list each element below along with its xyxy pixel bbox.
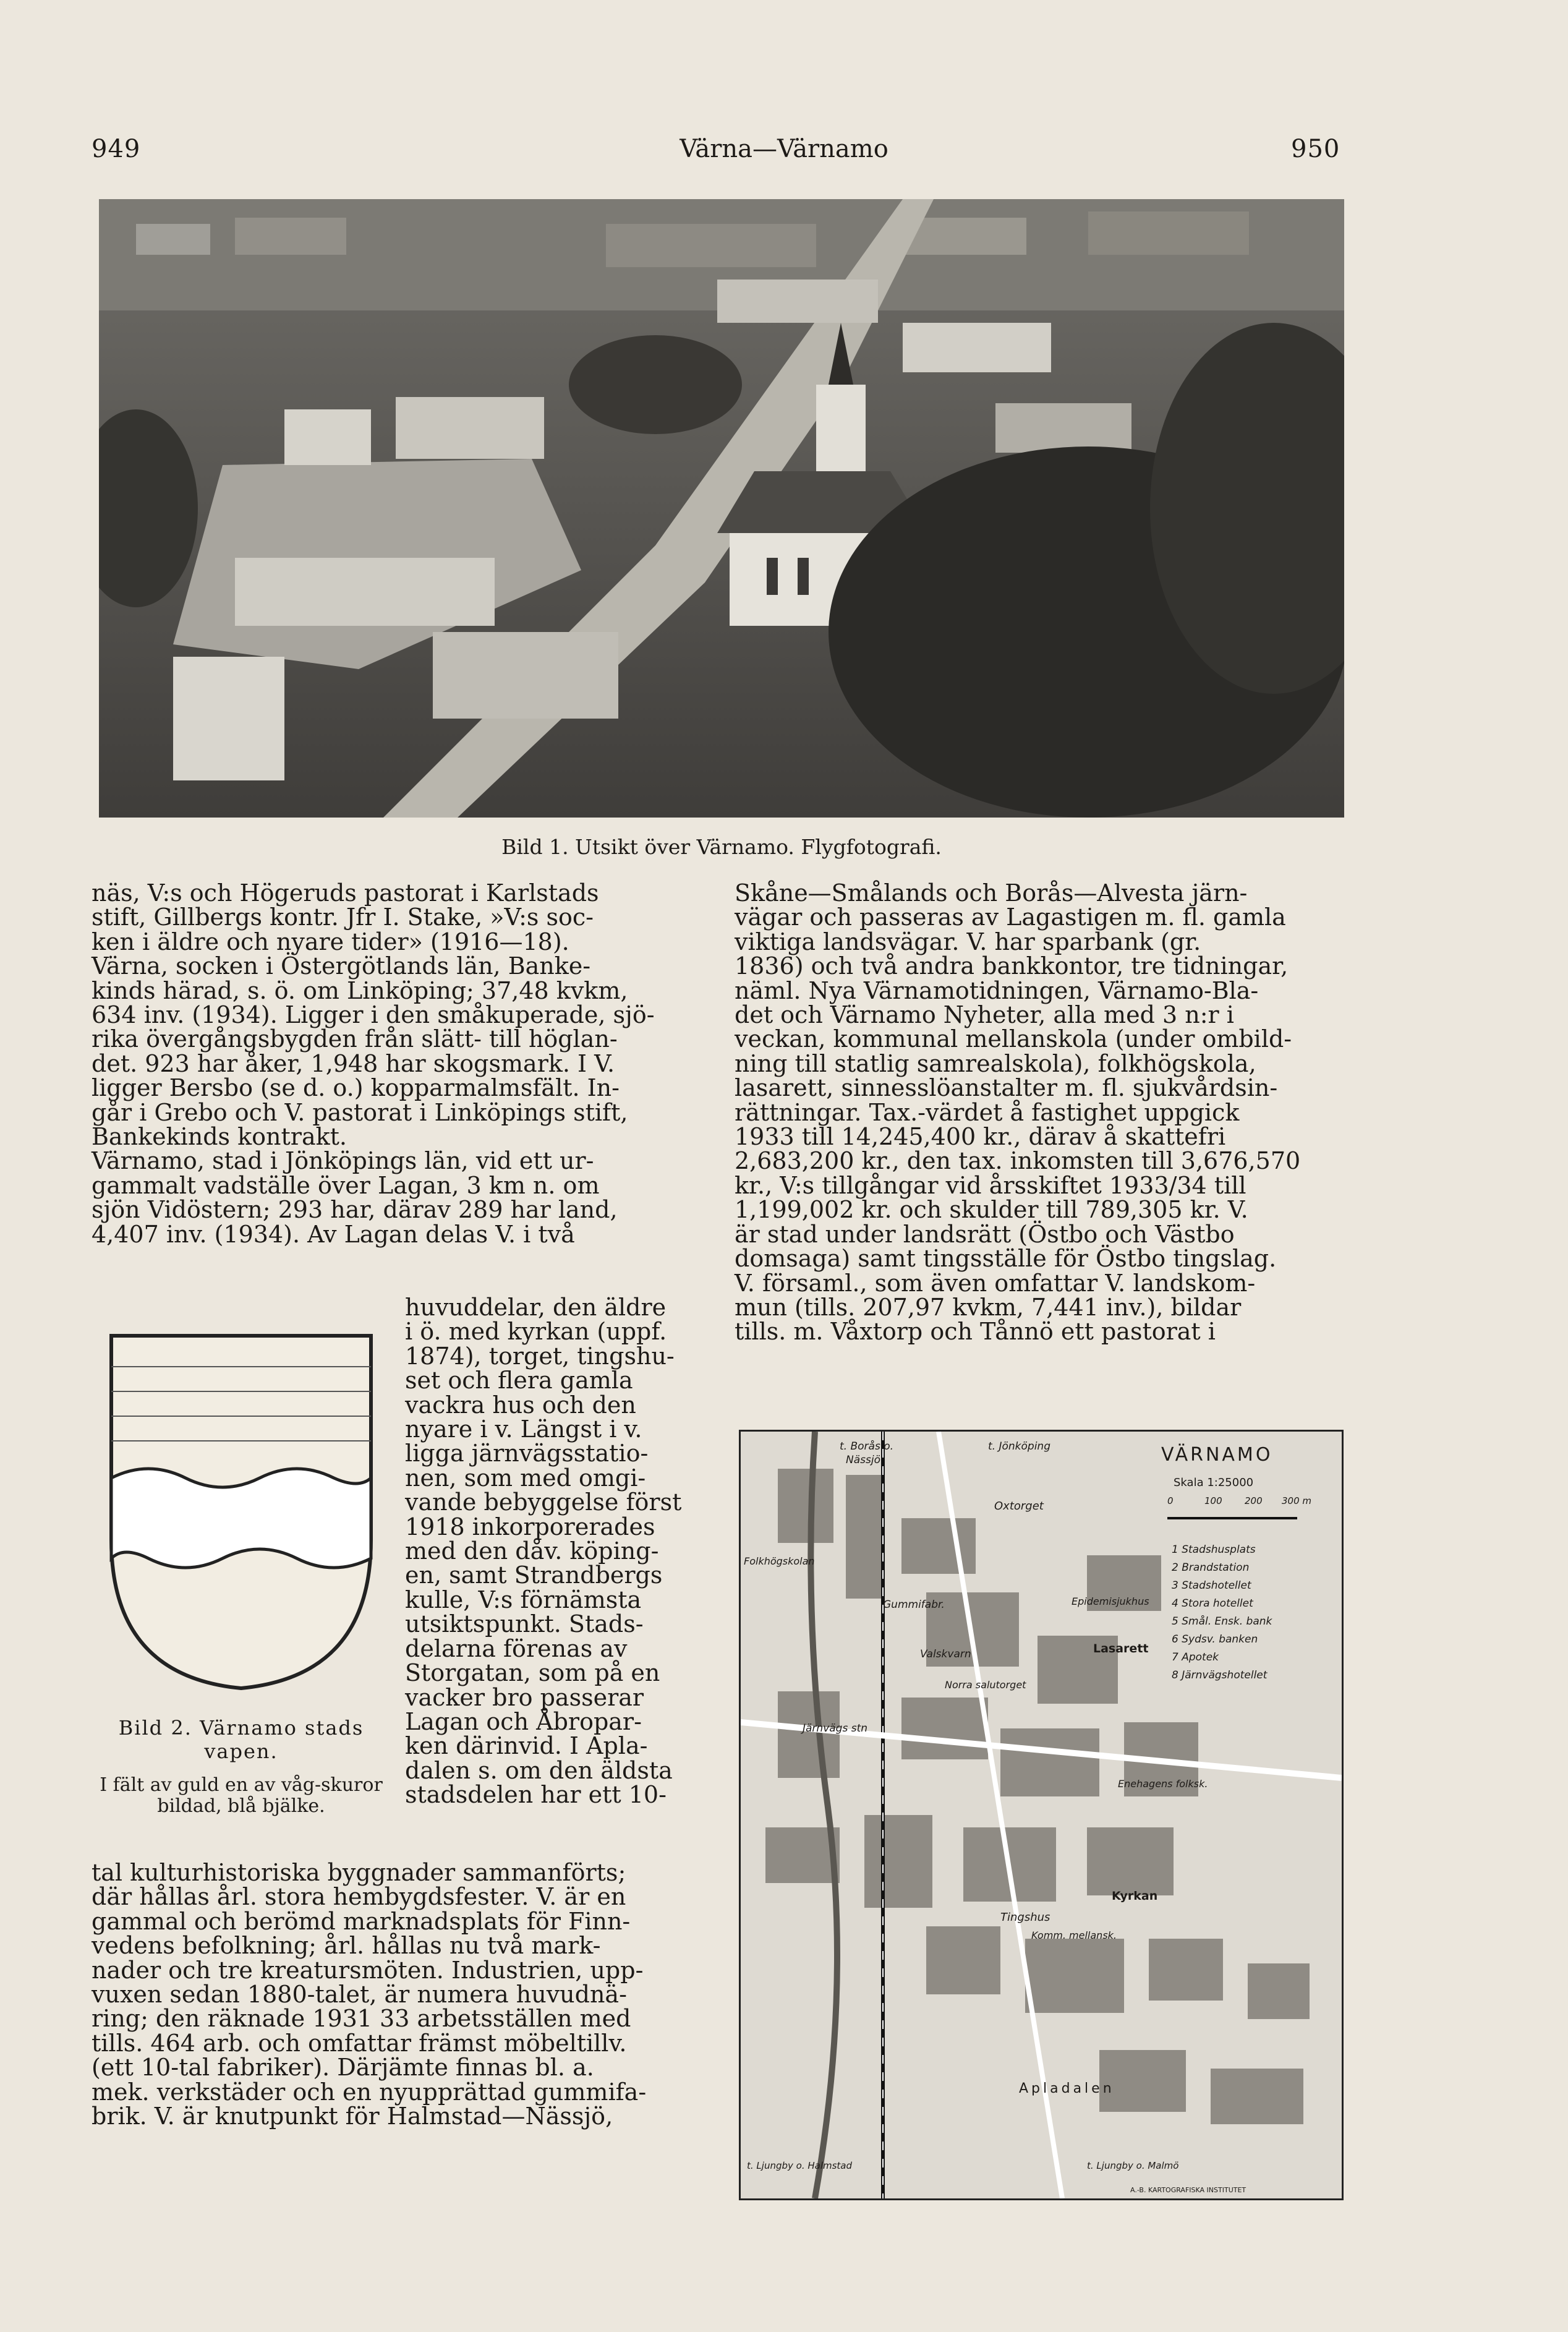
text-line: Storgatan, som på en: [405, 1659, 660, 1687]
map-scale-tick: 300 m: [1282, 1495, 1312, 1506]
running-header: Värna—Värnamo: [680, 135, 888, 163]
text-line: där hållas årl. stora hembygdsfester. V. är en: [92, 1883, 626, 1911]
text-line: mun (tills. 207,97 kvkm, 7,441 inv.), bildar: [735, 1293, 1242, 1321]
map-label-boras: t. Borås o.: [840, 1440, 894, 1453]
map-label-epidemisjukhus: Epidemisjukhus: [1072, 1595, 1149, 1607]
page-number-right: 950: [1291, 135, 1340, 163]
text-line: i ö. med kyrkan (uppf.: [405, 1318, 667, 1346]
text-line: utsiktspunkt. Stads-: [405, 1610, 644, 1638]
text-line: 634 inv. (1934). Ligger i den småkuperade, sjö-: [92, 1001, 655, 1029]
map-label-folkhogskolan: Folkhögskolan: [744, 1555, 815, 1567]
map-legend-item: 8 Järnvägshotellet: [1172, 1669, 1268, 1681]
text-line: en, samt Strandbergs: [405, 1561, 663, 1589]
left-column-top: [92, 881, 704, 1247]
text-line: 1,199,002 kr. och skulder till 789,305 kr. V.: [735, 1196, 1248, 1224]
text-line: ring; den räknade 1931 33 arbetsställen med: [92, 2005, 631, 2033]
text-line: nader och tre kreatursmöten. Industrien, upp-: [92, 1956, 644, 1984]
map-scale-tick: 100: [1204, 1495, 1222, 1506]
text-line: gammalt vadställe över Lagan, 3 km n. om: [92, 1171, 600, 1199]
text-line: nen, som med omgi-: [405, 1464, 646, 1492]
text-line: Lagan och Åbropar-: [405, 1707, 642, 1735]
map-credit: A.-B. KARTOGRAFISKA INSTITUTET: [1130, 2186, 1246, 2194]
text-line: näml. Nya Värnamotidningen, Värnamo-Bla-: [735, 976, 1259, 1004]
map-label-tingshus: Tingshus: [1000, 1911, 1050, 1924]
aerial-photograph: [99, 199, 1344, 818]
text-line: sjön Vidöstern; 293 har, därav 289 har land,: [92, 1196, 618, 1224]
text-line: ken i äldre och nyare tider» (1916—18).: [92, 928, 569, 955]
map-label-nassjo: Nässjö: [846, 1454, 880, 1466]
text-line: 1933 till 14,245,400 kr., därav å skattefri: [735, 1123, 1226, 1151]
map-label-kommunal-mellanskola: Komm. mellansk.: [1031, 1929, 1117, 1941]
text-line: huvuddelar, den äldre: [405, 1294, 667, 1321]
text-line: ligga järnvägsstatio-: [405, 1440, 649, 1467]
text-line: stadsdelen har ett 10-: [405, 1781, 667, 1809]
map-legend-item: 5 Smål. Ensk. bank: [1172, 1615, 1272, 1628]
text-line: vacker bro passerar: [405, 1683, 644, 1711]
text-line: tills. m. Våxtorp och Tånnö ett pastorat i: [735, 1318, 1216, 1346]
text-line: tal kulturhistoriska byggnader sammanförts;: [92, 1859, 626, 1886]
text-line: går i Grebo och V. pastorat i Linköpings stift,: [92, 1098, 628, 1126]
text-line: lasarett, sinnesslöanstalter m. fl. sjukvårdsin-: [735, 1074, 1278, 1102]
text-line: stift, Gillbergs kontr. Jfr I. Stake, »V:s soc-: [92, 903, 594, 931]
map-legend-item: 7 Apotek: [1172, 1651, 1219, 1664]
text-line: näs, V:s och Högeruds pastorat i Karlstads: [92, 879, 599, 907]
map-legend-item: 3 Stadshotellet: [1172, 1579, 1251, 1592]
map-legend-item: 2 Brandstation: [1172, 1561, 1250, 1574]
coat-of-arms-caption-text: I fält av guld en av våg-skuror bildad, blå bjälke.: [100, 1774, 383, 1817]
left-column-wrap: [405, 1296, 704, 1808]
text-line: med den dåv. köping-: [405, 1537, 659, 1565]
right-column: [735, 881, 1347, 1344]
map-label-enehagens-folkskola: Enehagens folksk.: [1118, 1778, 1208, 1790]
text-line: är stad under landsrätt (Östbo och Västbo: [735, 1220, 1235, 1248]
map-label-apladalen: Apladalen: [1019, 2081, 1115, 2096]
text-line: vedens befolkning; årl. hållas nu två mark-: [92, 1932, 601, 1960]
text-line: ken därinvid. I Apla-: [405, 1732, 648, 1760]
text-line: rika övergångsbygden från slätt- till höglan-: [92, 1025, 618, 1053]
map-legend-item: 6 Sydsv. banken: [1172, 1633, 1258, 1646]
text-line: kr., V:s tillgångar vid årsskiftet 1933/34 till: [735, 1171, 1246, 1199]
map-label-gummifabrik: Gummifabr.: [883, 1599, 945, 1611]
text-line: 4,407 inv. (1934). Av Lagan delas V. i två: [92, 1220, 575, 1248]
text-line: vuxen sedan 1880-talet, är numera huvudnä-: [92, 1981, 627, 2009]
left-column-bottom: [92, 1861, 704, 2129]
text-line: 1836) och två andra bankkontor, tre tidningar,: [735, 952, 1289, 980]
text-line: brik. V. är knutpunkt för Halmstad—Nässjö,: [92, 2103, 613, 2130]
text-line: mek. verkstäder och en nyupprättad gummifa-: [92, 2078, 647, 2106]
map-label-lasarett: Lasarett: [1093, 1642, 1149, 1655]
map-scale-tick: 200: [1245, 1495, 1263, 1506]
text-line: tills. 464 arb. och omfattar främst möbeltillv.: [92, 2029, 627, 2057]
text-line: domsaga) samt tingsställe för Östbo tingslag.: [735, 1245, 1277, 1273]
map-label-ljungby-malmo: t. Ljungby o. Malmö: [1087, 2160, 1179, 2171]
text-line: veckan, kommunal mellanskola (under ombild-: [735, 1025, 1292, 1053]
text-line: Värnamo, stad i Jönköpings län, vid ett ur-: [92, 1147, 594, 1175]
text-line: viktiga landsvägar. V. har sparbank (gr.: [735, 928, 1201, 955]
text-line: ning till statlig samrealskola), folkhögskola,: [735, 1049, 1256, 1077]
text-line: delarna förenas av: [405, 1634, 628, 1662]
map-label-kyrkan: Kyrkan: [1112, 1889, 1158, 1903]
map-scale-label: Skala 1:25000: [1174, 1476, 1254, 1489]
map-title: VÄRNAMO: [1161, 1444, 1273, 1466]
text-line: Bankekinds kontrakt.: [92, 1123, 347, 1151]
text-line: kulle, V:s förnämsta: [405, 1586, 642, 1613]
text-line: 2,683,200 kr., den tax. inkomsten till 3,676,570: [735, 1147, 1301, 1175]
text-line: 1874), torget, tingshu-: [405, 1342, 675, 1370]
map-label-jonkoping: t. Jönköping: [988, 1440, 1050, 1453]
map-label-jarnvagsstation: Järnvägs stn: [803, 1722, 868, 1735]
text-line: det. 923 har åker, 1,948 har skogsmark. I V.: [92, 1049, 615, 1077]
map-scale-tick: 0: [1167, 1495, 1174, 1506]
text-line: set och flera gamla: [405, 1367, 633, 1395]
text-line: (ett 10-tal fabriker). Därjämte finnas bl. a.: [92, 2054, 594, 2082]
map-legend-item: 4 Stora hotellet: [1172, 1597, 1253, 1610]
text-line: dalen s. om den äldsta: [405, 1756, 673, 1784]
text-line: 1918 inkorporerades: [405, 1513, 655, 1540]
map-label-norra-salutorget: Norra salutorget: [945, 1679, 1026, 1691]
map-label-ljungby-halmstad: t. Ljungby o. Halmstad: [747, 2160, 853, 2171]
page-number-left: 949: [92, 135, 141, 163]
text-line: rättningar. Tax.-värdet å fastighet uppgick: [735, 1098, 1240, 1126]
text-line: gammal och berömd marknadsplats för Finn-: [92, 1907, 631, 1935]
text-line: kinds härad, s. ö. om Linköping; 37,48 kvkm,: [92, 976, 628, 1004]
map-label-oxtorget: Oxtorget: [994, 1500, 1044, 1513]
coat-of-arms: [93, 1330, 390, 1694]
text-line: nyare i v. Längst i v.: [405, 1416, 642, 1443]
text-line: Värna, socken i Östergötlands län, Banke-: [92, 952, 591, 980]
text-line: Skåne—Smålands och Borås—Alvesta järn-: [735, 879, 1248, 907]
coat-of-arms-caption-title: Bild 2. Värnamo stads vapen.: [118, 1716, 364, 1763]
text-line: V. församl., som även omfattar V. landskom-: [735, 1269, 1256, 1297]
text-line: det och Värnamo Nyheter, alla med 3 n:r i: [735, 1001, 1234, 1029]
aerial-photo-graphic: [99, 199, 1344, 818]
text-line: vägar och passeras av Lagastigen m. fl. gamla: [735, 903, 1286, 931]
text-line: vackra hus och den: [405, 1391, 636, 1419]
text-line: vande bebyggelse först: [405, 1488, 682, 1516]
photo-caption: Bild 1. Utsikt över Värnamo. Flygfotografi.: [501, 835, 942, 859]
map-legend-item: 1 Stadshusplats: [1172, 1544, 1256, 1556]
map-legend: [1172, 1541, 1340, 1685]
map-label-valskvarn: Valskvarn: [920, 1648, 971, 1660]
coat-of-arms-icon: [93, 1330, 390, 1694]
text-line: ligger Bersbo (se d. o.) kopparmalmsfält. In-: [92, 1074, 620, 1102]
